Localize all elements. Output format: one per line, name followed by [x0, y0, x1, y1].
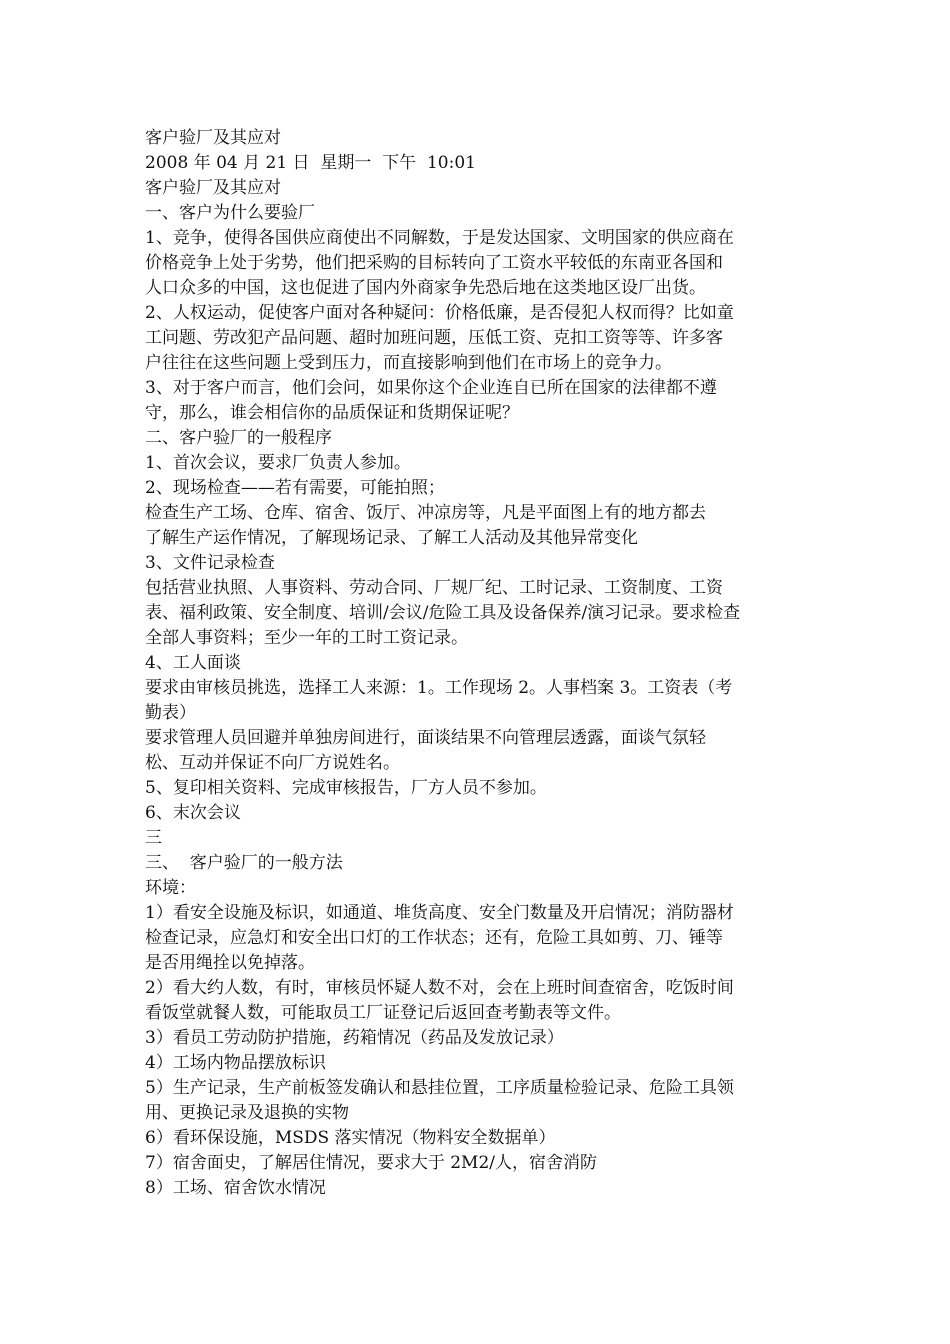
text-line: 2、人权运动，促使客户面对各种疑问：价格低廉，是否侵犯人权而得？比如童	[145, 303, 734, 323]
text-line: 三、 客户验厂的一般方法	[145, 853, 343, 873]
text-line: 守，那么，谁会相信你的品质保证和货期保证呢？	[145, 403, 519, 423]
text-line: 1、竞争，使得各国供应商使出不同解数，于是发达国家、文明国家的供应商在	[145, 228, 734, 248]
text-line: 4、工人面谈	[145, 653, 241, 673]
text-line: 工问题、劳改犯产品问题、超时加班问题，压低工资、克扣工资等等、许多客	[145, 328, 723, 348]
text-line: 2）看大约人数，有时，审核员怀疑人数不对，会在上班时间查宿舍，吃饭时间	[145, 978, 734, 998]
text-line: 3、对于客户而言，他们会问，如果你这个企业连自已所在国家的法律都不遵	[145, 378, 717, 398]
text-line: 2008 年 04 月 21 日 星期一 下午 10:01	[145, 153, 476, 173]
text-line: 1）看安全设施及标识，如通道、堆货高度、安全门数量及开启情况；消防器材	[145, 903, 734, 923]
text-line: 用、更换记录及退换的实物	[145, 1103, 349, 1123]
text-line: 检查记录，应急灯和安全出口灯的工作状态；还有，危险工具如剪、刀、锤等	[145, 928, 723, 948]
text-line: 价格竞争上处于劣势，他们把采购的目标转向了工资水平较低的东南亚各国和	[145, 253, 723, 273]
text-line: 了解生产运作情况，了解现场记录、了解工人活动及其他异常变化	[145, 528, 638, 548]
text-line: 二、客户验厂的一般程序	[145, 428, 332, 448]
text-line: 户往往在这些问题上受到压力，而直接影响到他们在市场上的竞争力。	[145, 353, 672, 373]
text-line: 要求管理人员回避并单独房间进行，面谈结果不向管理层透露，面谈气氛轻	[145, 728, 706, 748]
text-line: 人口众多的中国，这也促进了国内外商家争先恐后地在这类地区设厂出货。	[145, 278, 706, 298]
text-line: 三	[145, 828, 162, 848]
text-line: 全部人事资料；至少一年的工时工资记录。	[145, 628, 468, 648]
text-line: 是否用绳拴以免掉落。	[145, 953, 315, 973]
document-body	[145, 126, 825, 1201]
text-line: 6、末次会议	[145, 803, 241, 823]
text-line: 5）生产记录，生产前板签发确认和悬挂位置，工序质量检验记录、危险工具领	[145, 1078, 734, 1098]
text-line: 要求由审核员挑选，选择工人来源：1。工作现场 2。人事档案 3。工资表（考	[145, 678, 733, 698]
text-line: 表、福利政策、安全制度、培训/会议/危险工具及设备保养/演习记录。要求检查	[145, 603, 741, 623]
text-line: 1、首次会议，要求厂负责人参加。	[145, 453, 411, 473]
text-line: 7）宿舍面史，了解居住情况，要求大于 2M2/人，宿舍消防	[145, 1153, 597, 1173]
text-line: 客户验厂及其应对	[145, 178, 281, 198]
text-line: 勤表）	[145, 703, 196, 723]
text-line: 2、现场检查——若有需要，可能拍照；	[145, 478, 445, 498]
text-line: 6）看环保设施，MSDS 落实情况（物料安全数据单）	[145, 1128, 556, 1148]
text-line: 环境：	[145, 878, 196, 898]
text-line: 3）看员工劳动防护措施，药箱情况（药品及发放记录）	[145, 1028, 564, 1048]
text-line: 3、文件记录检查	[145, 553, 275, 573]
text-line: 4）工场内物品摆放标识	[145, 1053, 326, 1073]
text-line: 5、复印相关资料、完成审核报告，厂方人员不参加。	[145, 778, 547, 798]
text-line: 一、客户为什么要验厂	[145, 203, 315, 223]
text-line: 检查生产工场、仓库、宿舍、饭厅、冲凉房等，凡是平面图上有的地方都去	[145, 503, 706, 523]
text-line: 松、互动并保证不向厂方说姓名。	[145, 753, 400, 773]
text-line: 包括营业执照、人事资料、劳动合同、厂规厂纪、工时记录、工资制度、工资	[145, 578, 723, 598]
text-line: 客户验厂及其应对	[145, 128, 281, 148]
text-line: 看饭堂就餐人数，可能取员工厂证登记后返回查考勤表等文件。	[145, 1003, 621, 1023]
text-line: 8）工场、宿舍饮水情况	[145, 1178, 326, 1198]
